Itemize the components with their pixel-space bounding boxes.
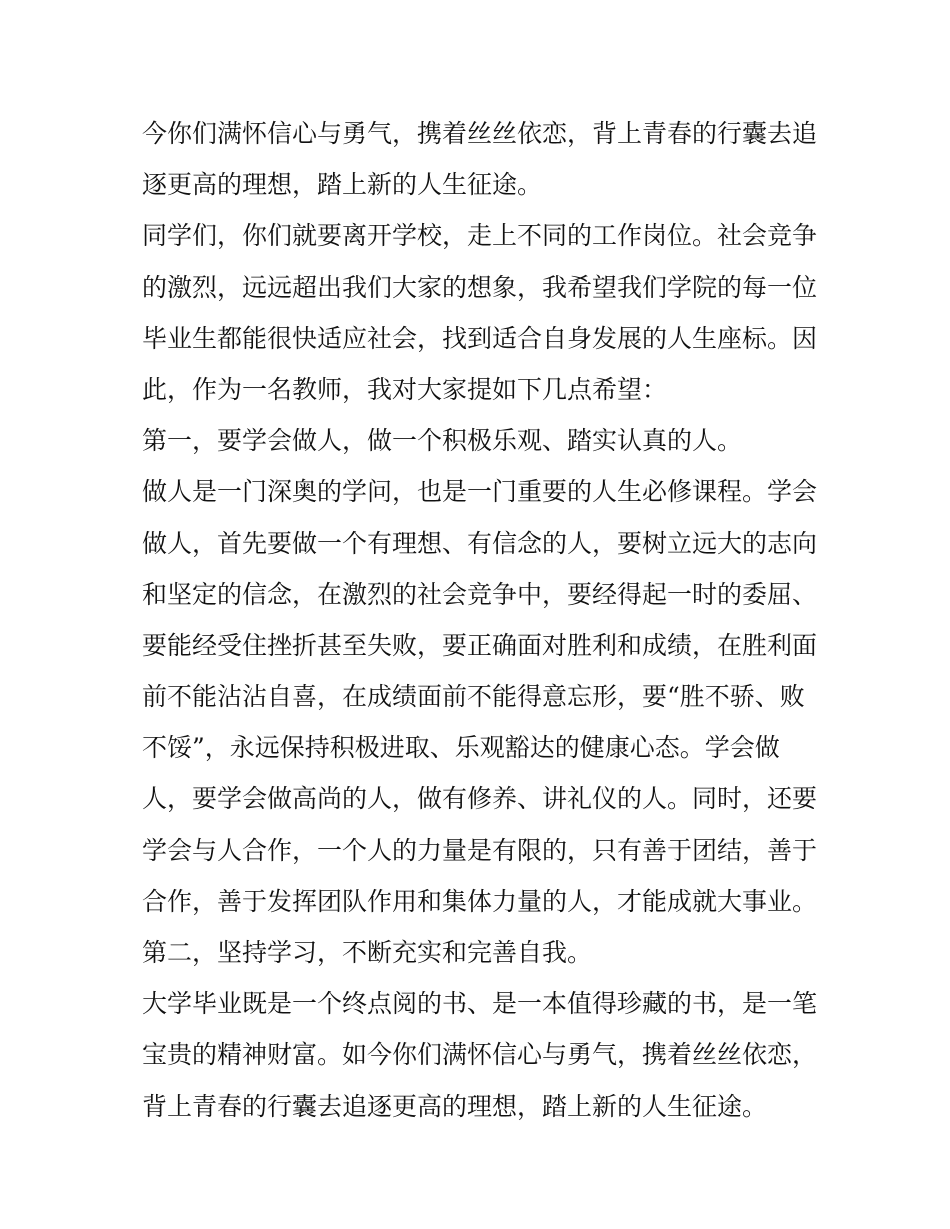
text-line: 毕业生都能很快适应社会，找到适合自身发展的人生座标。因 bbox=[142, 323, 818, 353]
text-line: 前不能沾沾自喜，在成绩面前不能得意忘形，要“胜不骄、败 bbox=[142, 682, 805, 712]
text-line: 和坚定的信念，在激烈的社会竞争中，要经得起一时的委屈、 bbox=[142, 579, 818, 609]
heading-line: 第一，要学会做人，做一个积极乐观、踏实认真的人。 bbox=[142, 426, 743, 456]
text-line: 合作，善于发挥团队作用和集体力量的人，才能成就大事业。 bbox=[142, 886, 818, 916]
text-line: 此，作为一名教师，我对大家提如下几点希望： bbox=[142, 374, 668, 404]
text-line: 背上青春的行囊去追逐更高的理想，踏上新的人生征途。 bbox=[142, 1091, 768, 1121]
text-line: 人，要学会做高尚的人，做有修养、讲礼仪的人。同时，还要 bbox=[142, 784, 818, 814]
text-line: 不馁”，永远保持积极进取、乐观豁达的健康心态。学会做 bbox=[142, 733, 780, 763]
heading-line: 第二，坚持学习，不断充实和完善自我。 bbox=[142, 938, 593, 967]
text-line: 做人是一门深奥的学问，也是一门重要的人生必修课程。学会 bbox=[142, 477, 818, 507]
text-line: 今你们满怀信心与勇气，携着丝丝依恋，背上青春的行囊去追 bbox=[142, 119, 818, 148]
text-line: 逐更高的理想，踏上新的人生征途。 bbox=[142, 170, 543, 200]
text-line: 学会与人合作，一个人的力量是有限的，只有善于团结，善于 bbox=[142, 835, 818, 865]
text-line: 要能经受住挫折甚至失败，要正确面对胜利和成绩，在胜利面 bbox=[142, 630, 818, 660]
text-line: 的激烈，远远超出我们大家的想象，我希望我们学院的每一位 bbox=[142, 272, 818, 302]
text-line: 同学们，你们就要离开学校，走上不同的工作岗位。社会竞争 bbox=[142, 221, 818, 251]
text-line: 大学毕业既是一个终点阅的书、是一本值得珍藏的书，是一笔 bbox=[142, 989, 818, 1019]
text-line: 宝贵的精神财富。如今你们满怀信心与勇气，携着丝丝依恋， bbox=[142, 1040, 818, 1070]
text-line: 做人，首先要做一个有理想、有信念的人，要树立远大的志向 bbox=[142, 528, 818, 558]
body-text bbox=[142, 108, 822, 1132]
